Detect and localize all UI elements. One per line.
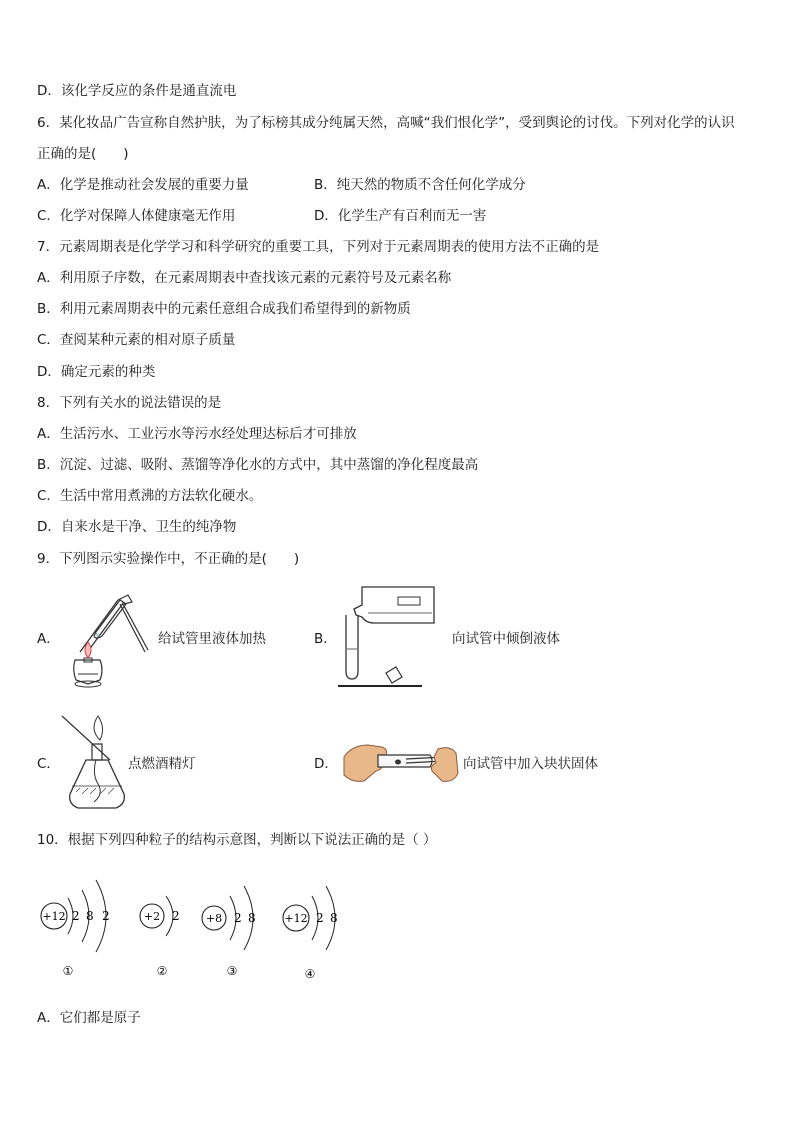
- q9-option-d-caption: 向试管中加入块状固体: [463, 756, 598, 772]
- atom-diagram-3: [200, 868, 270, 978]
- adding-solid-figure: [342, 737, 460, 791]
- question-6-text: 6．某化妆品广告宣称自然护肤，为了标榜其成分纯属天然，高喊“我们恨化学”，受到舆论的讨伐。下列对化学的认识: [37, 115, 735, 131]
- q8-option-c: C．生活中常用煮沸的方法软化硬水。: [37, 488, 263, 504]
- question-10-text: 10．根据下列四种粒子的结构示意图，判断以下说法正确的是（ ）: [37, 832, 437, 848]
- atom-3-shell-2: 8: [248, 911, 256, 925]
- q7-option-c: C．查阅某种元素的相对原子质量: [37, 332, 236, 348]
- atom-3-nucleus: +8: [205, 912, 223, 925]
- q9-option-a-caption: 给试管里液体加热: [158, 631, 266, 647]
- q6-option-c: C．化学对保障人体健康毫无作用: [37, 208, 236, 224]
- q9-option-c-label: C．: [37, 756, 60, 772]
- question-8-text: 8．下列有关水的说法错误的是: [37, 395, 222, 411]
- q9-option-b-caption: 向试管中倾倒液体: [452, 631, 560, 647]
- q8-option-d: D．自来水是干净、卫生的纯净物: [37, 519, 237, 535]
- q8-option-a: A．生活污水、工业污水等污水经处理达标后才可排放: [37, 426, 357, 442]
- atom-1-shell-1: 2: [72, 909, 80, 923]
- q7-option-a: A．利用原子序数，在元素周期表中查找该元素的元素符号及元素名称: [37, 270, 452, 286]
- atom-3-index: ③: [226, 964, 238, 978]
- question-9-text: 9．下列图示实验操作中，不正确的是( ): [37, 551, 300, 567]
- atom-diagram-4: [280, 868, 350, 982]
- atom-1-index: ①: [62, 964, 74, 978]
- pouring-liquid-figure: [338, 583, 438, 695]
- atom-4-nucleus: +12: [284, 912, 308, 925]
- q7-option-b: B．利用元素周期表中的元素任意组合成我们希望得到的新物质: [37, 301, 411, 317]
- q6-option-a: A．化学是推动社会发展的重要力量: [37, 177, 249, 193]
- q6-option-d: D．化学生产有百利而无一害: [314, 208, 487, 224]
- atom-1-shell-2: 8: [86, 909, 94, 923]
- option-d-line: D．该化学反应的条件是通直流电: [37, 83, 237, 99]
- lighting-lamp-figure: [58, 714, 128, 820]
- q10-option-a: A．它们都是原子: [37, 1010, 141, 1026]
- atom-3-shell-1: 2: [234, 911, 242, 925]
- q9-option-b-label: B．: [314, 631, 337, 647]
- q9-option-a-label: A．: [37, 631, 60, 647]
- q7-option-d: D．确定元素的种类: [37, 364, 156, 380]
- atom-4-shell-2: 8: [330, 911, 338, 925]
- atom-2-shell-1: 2: [172, 909, 180, 923]
- atom-1-nucleus: +12: [42, 910, 66, 923]
- atom-4-shell-1: 2: [316, 911, 324, 925]
- q9-option-d-label: D．: [314, 756, 338, 772]
- question-6-text-cont: 正确的是( ): [37, 146, 129, 162]
- q8-option-b: B．沉淀、过滤、吸附、蒸馏等净化水的方式中，其中蒸馏的净化程度最高: [37, 457, 479, 473]
- atom-2-nucleus: +2: [143, 910, 161, 923]
- q9-option-c-caption: 点燃酒精灯: [128, 756, 196, 772]
- atom-4-index: ④: [304, 967, 316, 981]
- question-7-text: 7．元素周期表是化学学习和科学研究的重要工具，下列对于元素周期表的使用方法不正确的是: [37, 239, 600, 255]
- heating-liquid-figure: [60, 592, 155, 694]
- atom-1-shell-3: 2: [102, 909, 110, 923]
- atom-diagram-2: [138, 868, 198, 978]
- atom-2-index: ②: [156, 964, 168, 978]
- q6-option-b: B．纯天然的物质不含任何化学成分: [314, 177, 526, 193]
- atom-diagram-1: [38, 868, 118, 978]
